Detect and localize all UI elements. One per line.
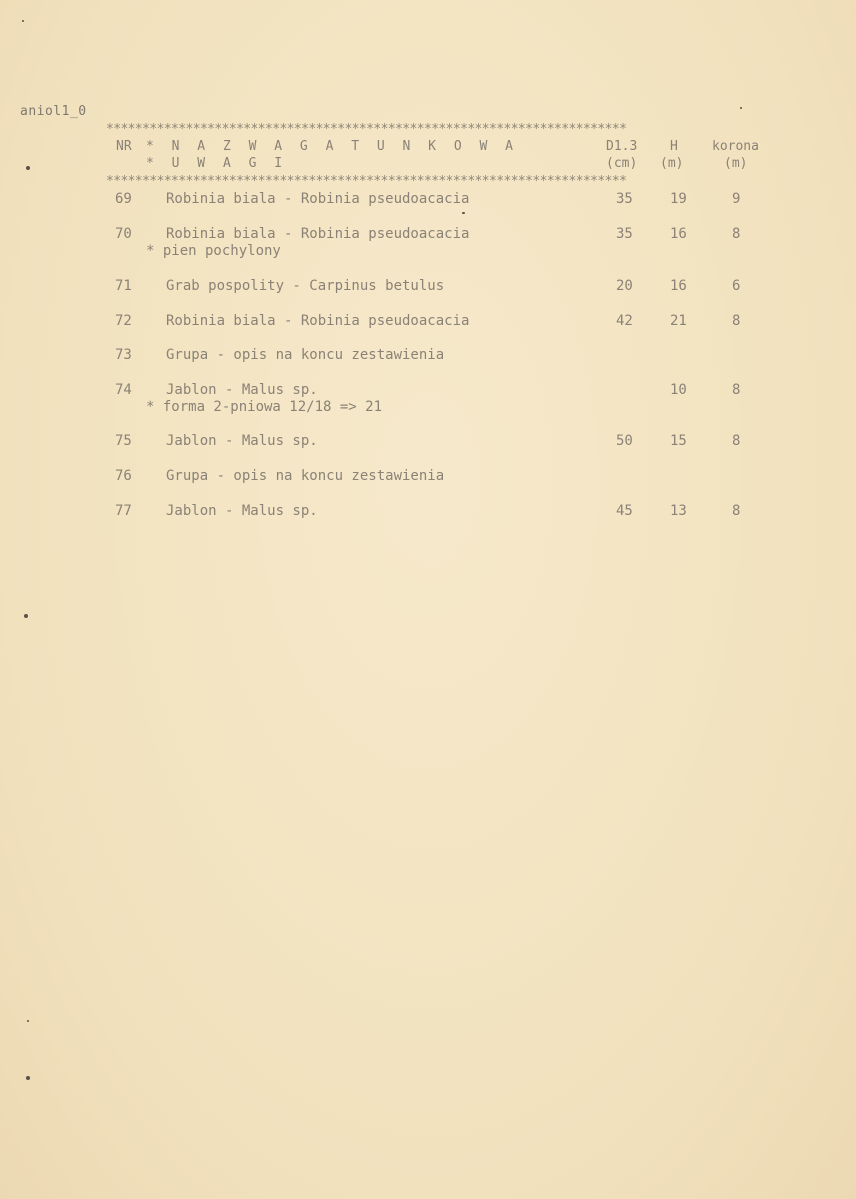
header-d13: D1.3 xyxy=(606,139,638,154)
row-korona: 9 xyxy=(732,191,741,207)
row-nr: 69 xyxy=(115,191,132,207)
row-name: Robinia biala - Robinia pseudoacacia xyxy=(166,191,470,207)
row-korona: 8 xyxy=(732,433,741,449)
row-name: Jablon - Malus sp. xyxy=(166,503,318,519)
row-nr: 75 xyxy=(115,433,132,449)
row-note: * pien pochylony xyxy=(146,243,281,259)
table-row xyxy=(0,468,856,486)
row-h: 21 xyxy=(670,313,687,329)
header-korona-unit: (m) xyxy=(724,156,748,171)
paper-speck xyxy=(27,1020,29,1022)
row-name: Robinia biala - Robinia pseudoacacia xyxy=(166,226,470,242)
table-row xyxy=(0,433,856,451)
row-korona: 8 xyxy=(732,382,741,398)
row-korona: 6 xyxy=(732,278,741,294)
row-d13: 45 xyxy=(616,503,633,519)
row-nr: 74 xyxy=(115,382,132,398)
header-name: * N A Z W A G A T U N K O W A xyxy=(146,139,518,154)
row-nr: 71 xyxy=(115,278,132,294)
table-row xyxy=(0,226,856,244)
row-name: Grupa - opis na koncu zestawienia xyxy=(166,347,445,363)
paper-speck xyxy=(740,107,742,109)
paper-speck xyxy=(26,1076,30,1080)
separator-top: ************************************************************************ xyxy=(106,122,627,137)
table-row xyxy=(0,313,856,331)
row-name: Grupa - opis na koncu zestawienia xyxy=(166,468,445,484)
paper-speck xyxy=(22,20,24,22)
row-name: Jablon - Malus sp. xyxy=(166,382,318,398)
separator-header: ************************************************************************ xyxy=(106,174,627,189)
row-nr: 72 xyxy=(115,313,132,329)
row-d13: 42 xyxy=(616,313,633,329)
row-nr: 70 xyxy=(115,226,132,242)
paper-speck xyxy=(24,614,28,618)
header-nr: NR xyxy=(116,139,132,154)
row-h: 16 xyxy=(670,278,687,294)
header-d13-unit: (cm) xyxy=(606,156,638,171)
row-name: Jablon - Malus sp. xyxy=(166,433,318,449)
table-row xyxy=(0,191,856,209)
table-row xyxy=(0,382,856,400)
row-h: 19 xyxy=(670,191,687,207)
row-korona: 8 xyxy=(732,226,741,242)
table-row xyxy=(0,503,856,521)
row-d13: 35 xyxy=(616,191,633,207)
paper-speck xyxy=(26,166,30,170)
document-id: aniol1_0 xyxy=(20,104,87,119)
row-korona: 8 xyxy=(732,503,741,519)
row-d13: 35 xyxy=(616,226,633,242)
header-remarks: * U W A G I xyxy=(146,156,288,171)
row-nr: 73 xyxy=(115,347,132,363)
row-name: Grab pospolity - Carpinus betulus xyxy=(166,278,445,294)
row-nr: 76 xyxy=(115,468,132,484)
table-row xyxy=(0,278,856,296)
table-row xyxy=(0,347,856,365)
row-note: * forma 2-pniowa 12/18 => 21 xyxy=(146,399,383,415)
row-korona: 8 xyxy=(732,313,741,329)
row-nr: 77 xyxy=(115,503,132,519)
row-name: Robinia biala - Robinia pseudoacacia xyxy=(166,313,470,329)
header-korona: korona xyxy=(712,139,759,154)
header-h: H xyxy=(670,139,678,154)
row-h: 16 xyxy=(670,226,687,242)
row-d13: 50 xyxy=(616,433,633,449)
paper-speck xyxy=(462,212,465,214)
row-h: 15 xyxy=(670,433,687,449)
header-h-unit: (m) xyxy=(660,156,684,171)
row-h: 10 xyxy=(670,382,687,398)
row-d13: 20 xyxy=(616,278,633,294)
row-h: 13 xyxy=(670,503,687,519)
